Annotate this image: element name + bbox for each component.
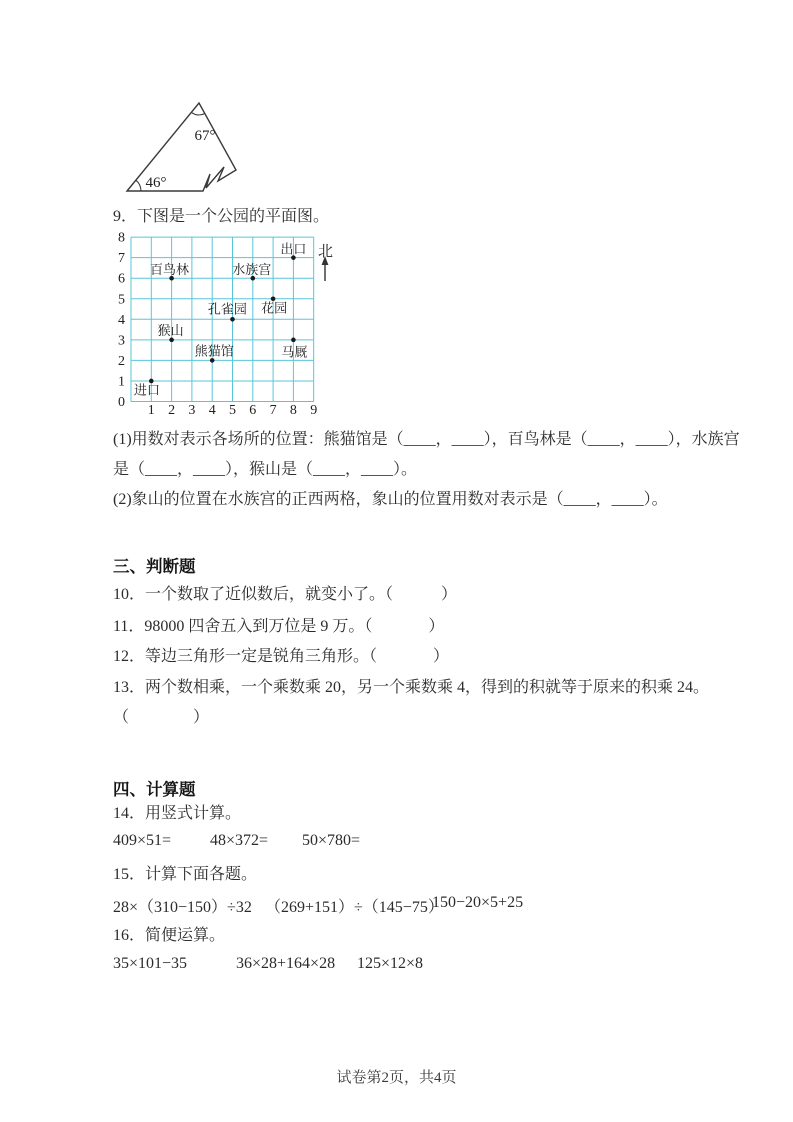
q9-part1-line1: (1)用数对表示各场所的位置：熊猫馆是（____，____），百鸟林是（____，____），水族宫 [113,431,740,448]
place-dot [291,338,296,343]
place-label: 百鸟林 [150,262,190,278]
x-axis-label: 4 [208,403,216,418]
place-label: 孔雀园 [207,301,247,317]
place-label: 进口 [133,382,160,398]
page-footer: 试卷第2页，共4页 [336,1070,457,1086]
q16-label: 16．简便运算。 [113,927,226,944]
x-axis-label: 9 [310,403,318,418]
judge-item-11: 11．98000 四舍五入到万位是 9 万。（ ） [113,618,445,635]
q16-expression-3: 125×12×8 [357,955,424,972]
q16-expression-2: 36×28+164×28 [236,955,336,972]
place-label: 马厩 [281,344,308,360]
x-axis-label: 7 [269,403,277,418]
place-label: 出口 [280,241,307,257]
question-9-stem: 9．下图是一个公园的平面图。 [113,208,330,225]
apex-angle-arc [191,112,204,115]
triangle-figure [116,94,246,202]
base-angle-arc [136,180,141,191]
place-label: 猴山 [157,323,184,339]
y-axis-label: 8 [118,230,125,246]
q14-label: 14．用竖式计算。 [113,805,242,822]
y-axis-label: 3 [118,333,125,349]
y-axis-label: 7 [118,251,125,267]
q16-expression-1: 35×101−35 [113,955,188,972]
q14-expression-1: 409×51= [113,832,172,849]
base-angle-label: 46° [145,175,167,191]
place-dot [210,358,215,363]
x-axis-label: 2 [168,403,176,418]
judge-item-12: 12．等边三角形一定是锐角三角形。（ ） [113,648,450,665]
place-label: 花园 [261,300,288,316]
place-dot [169,338,174,343]
y-axis-label: 4 [118,312,125,328]
place-label: 水族宫 [232,262,272,278]
y-axis-label: 5 [118,292,125,308]
x-axis-label: 3 [188,403,196,418]
q15-expression-3: 150−20×5+25 [432,894,524,911]
calc-section-title: 四、计算题 [113,780,196,799]
q14-expression-3: 50×780= [302,832,361,849]
y-axis-label: 2 [118,353,125,369]
judge-item-13-answer-parens: （ ） [113,709,210,726]
torn-triangle-shape [127,103,236,191]
apex-angle-label: 67° [194,128,216,144]
y-axis-label: 0 [118,395,125,410]
x-axis-label: 8 [289,403,297,418]
place-label: 熊猫馆 [194,343,234,359]
x-axis-label: 5 [229,403,236,418]
q15-expression-2: （269+151）÷（145−75） [265,899,444,916]
judge-item-13: 13．两个数相乘，一个乘数乘 20，另一个乘数乘 4，得到的积就等于原来的积乘 24。 [113,679,710,696]
x-axis-label: 1 [147,403,155,418]
y-axis-label: 6 [118,271,125,287]
q14-expression-2: 48×372= [210,832,269,849]
q15-label: 15．计算下面各题。 [113,866,258,883]
place-dot [230,317,235,322]
q9-part1-line2: 是（____，____），猴山是（____，____）。 [113,461,418,478]
north-label: 北 [318,244,334,260]
q15-expression-1: 28×（310−150）÷32 [113,899,252,916]
judge-section-title: 三、判断题 [113,557,196,576]
judge-item-10: 10．一个数取了近似数后，就变小了。（ ） [113,586,458,603]
x-axis-label: 6 [249,403,257,418]
park-map-svg [112,231,350,423]
y-axis-label: 1 [118,374,125,390]
q9-part2: (2)象山的位置在水族宫的正西两格，象山的位置用数对表示是（____，____）。 [113,491,668,508]
